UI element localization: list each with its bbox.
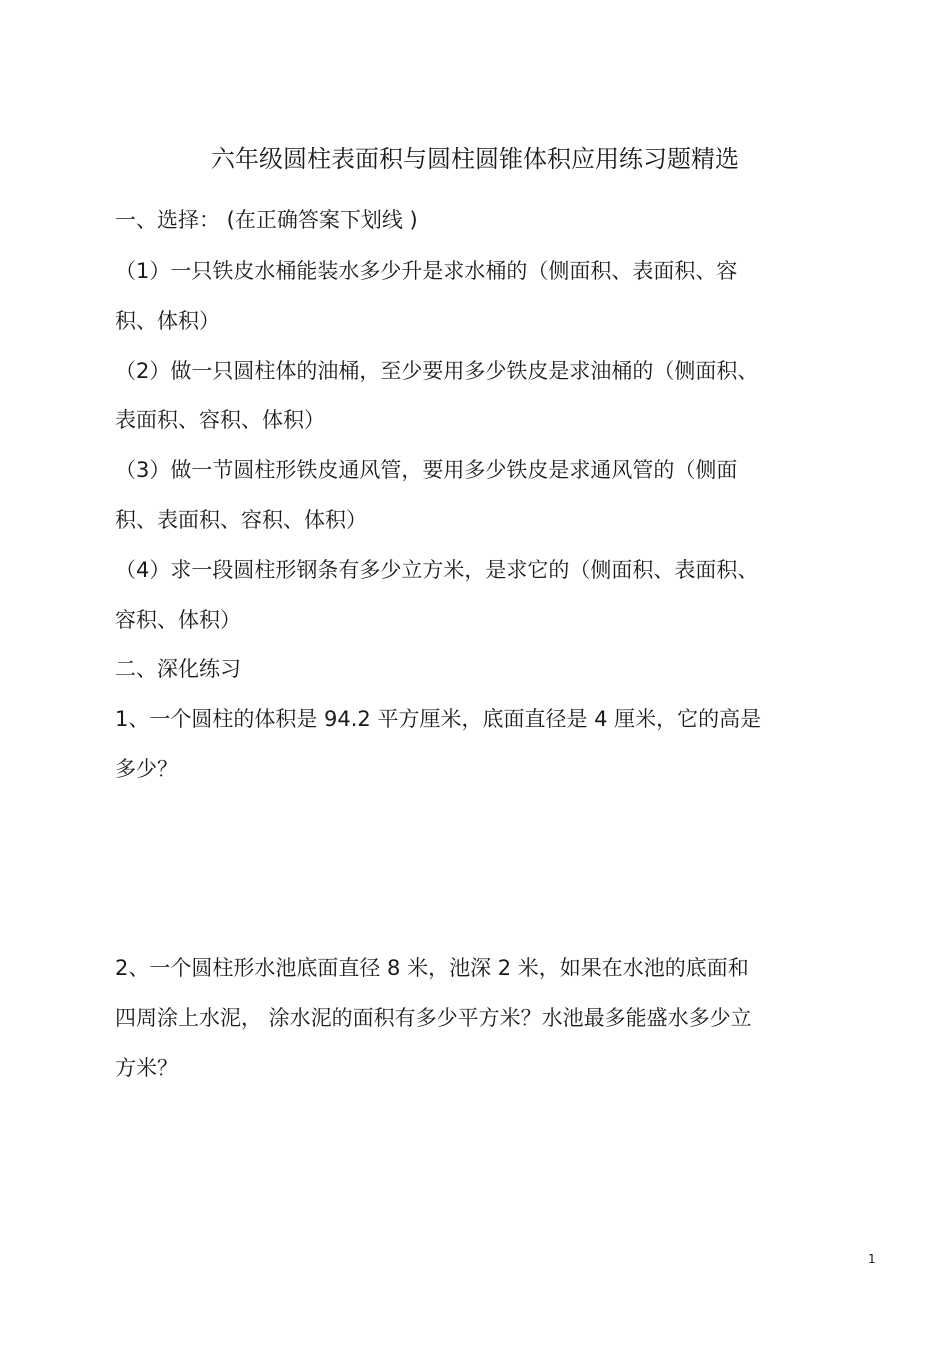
question-4-line-1: （4）求一段圆柱形钢条有多少立方米，是求它的（侧面积、表面积、 (115, 558, 759, 582)
question-4-line-2: 容积、体积） (115, 608, 241, 632)
question-2-line-1: （2）做一只圆柱体的油桶，至少要用多少铁皮是求油桶的（侧面积、 (115, 359, 759, 383)
problem-1-line-2: 多少？ (115, 757, 178, 781)
problem-2-line-3: 方米？ (115, 1056, 178, 1080)
problem-1-line-1: 1、一个圆柱的体积是 94.2 平方厘米，底面直径是 4 厘米，它的高是 (115, 707, 762, 731)
section2-heading: 二、深化练习 (115, 657, 241, 681)
problem-2-line-2: 四周涂上水泥， 涂水泥的面积有多少平方米？水池最多能盛水多少立 (115, 1006, 752, 1030)
question-1-line-2: 积、体积） (115, 309, 220, 333)
page-number: 1 (868, 1252, 876, 1266)
question-3-line-2: 积、表面积、容积、体积） (115, 508, 367, 532)
question-2-line-2: 表面积、容积、体积） (115, 408, 325, 432)
problem-2-line-1: 2、一个圆柱形水池底面直径 8 米，池深 2 米，如果在水池的底面和 (115, 956, 749, 980)
question-3-line-1: （3）做一节圆柱形铁皮通风管，要用多少铁皮是求通风管的（侧面 (115, 458, 738, 482)
section1-heading: 一、选择： (在正确答案下划线 ) (115, 208, 418, 232)
question-1-line-1: （1）一只铁皮水桶能装水多少升是求水桶的（侧面积、表面积、容 (115, 259, 738, 283)
document-title: 六年级圆柱表面积与圆柱圆锥体积应用练习题精选 (211, 145, 739, 173)
